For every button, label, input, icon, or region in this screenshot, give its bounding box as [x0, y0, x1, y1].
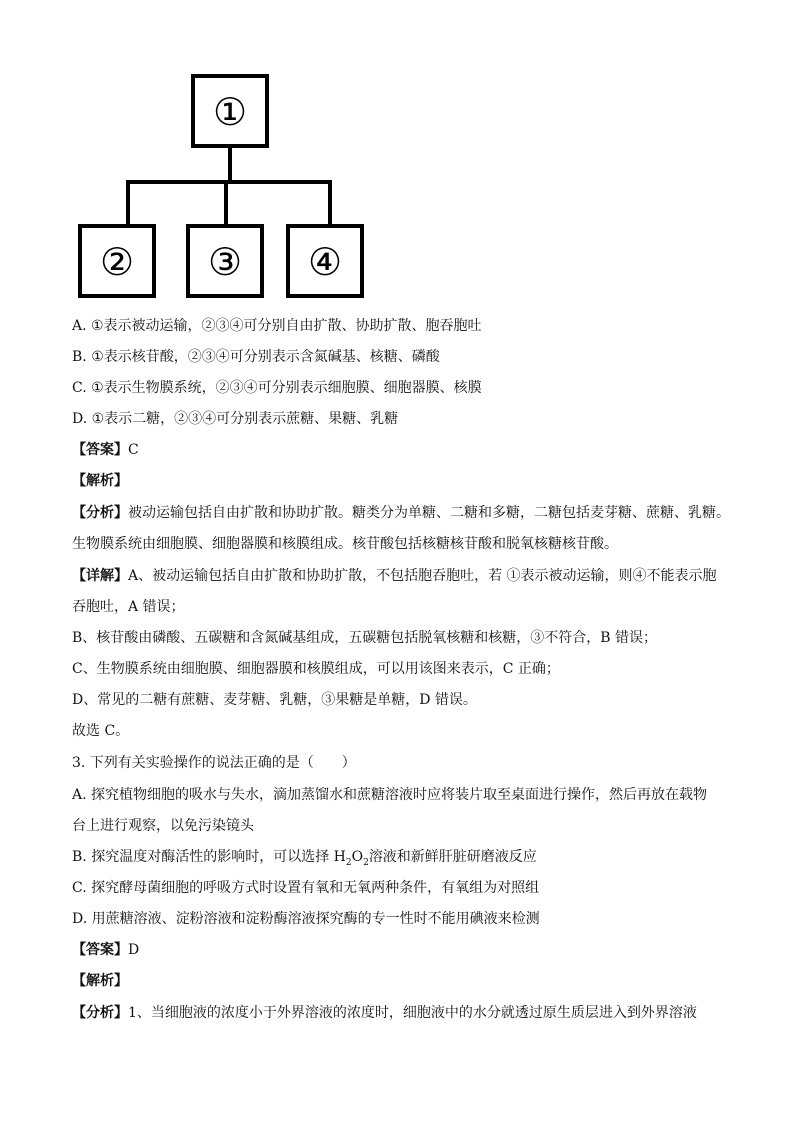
q2-fenxi-line-2: 生物膜系统由细胞膜、细胞器膜和核膜组成。核苷酸包括核糖核苷酸和脱氧核糖核苷酸。 [72, 536, 618, 552]
q3-option-a-line-1: A. 探究植物细胞的吸水与失水，滴加蒸馏水和蔗糖溶液时应将装片取至桌面进行操作，然后再放在载物 [72, 787, 708, 803]
diagram-label-top: ① [212, 90, 248, 134]
diagram-label-child-3: ④ [307, 240, 343, 284]
q3-stem: 3. 下列有关实验操作的说法正确的是（ ） [72, 755, 356, 771]
q2-xiangjie-line-1 [72, 566, 717, 586]
fenxi-tag: 【分析】 [72, 505, 128, 521]
q3-option-b-post: 溶液和新鲜肝脏研磨液反应 [368, 849, 537, 865]
q3-fenxi-tag: 【分析】 [72, 1005, 128, 1021]
answer-value: C [128, 442, 139, 458]
q2-xiangjie-line-3: B、核苷酸由磷酸、五碳糖和含氮碱基组成，五碳糖包括脱氧核糖和核糖，③不符合，B 错误； [72, 630, 658, 646]
q2-xiangjie-line-4: C、生物膜系统由细胞膜、细胞器膜和核膜组成，可以用该图来表示，C 正确； [72, 661, 560, 677]
q2-xiangjie-line-6: 故选 C。 [72, 723, 130, 739]
q3-answer [72, 940, 139, 960]
q3-option-b-sub1: 2 [345, 857, 352, 868]
q3-option-c: C. 探究酵母菌细胞的呼吸方式时设置有氧和无氧两种条件，有氧组为对照组 [72, 880, 540, 896]
diagram-label-child-2: ③ [207, 240, 243, 284]
q3-fenxi-line-1 [72, 1003, 697, 1023]
q3-analysis-tag: 【解析】 [72, 973, 128, 989]
q2-option-a: A. ①表示被动运输，②③④可分别自由扩散、协助扩散、胞吞胞吐 [72, 318, 482, 334]
q3-option-b-sub2: 2 [363, 857, 369, 868]
xiangjie-tag: 【详解】 [72, 568, 128, 584]
q3-option-d: D. 用蔗糖溶液、淀粉溶液和淀粉酶溶液探究酶的专一性时不能用碘液来检测 [72, 911, 540, 927]
q3-option-a-line-2: 台上进行观察，以免污染镜头 [72, 818, 254, 834]
q3-fenxi-text: 1、当细胞液的浓度小于外界溶液的浓度时，细胞液中的水分就透过原生质层进入到外界溶液 [128, 1005, 697, 1021]
q3-option-b-mid: O [351, 849, 364, 865]
answer-tag: 【答案】 [72, 442, 128, 458]
fenxi-text: 被动运输包括自由扩散和协助扩散。糖类分为单糖、二糖和多糖，二糖包括麦芽糖、蔗糖、乳糖。 [128, 505, 730, 521]
q2-option-b: B. ①表示核苷酸，②③④可分别表示含氮碱基、核糖、磷酸 [72, 349, 440, 365]
q3-option-b-pre: B. 探究温度对酶活性的影响时，可以选择 H [72, 849, 346, 865]
q2-answer [72, 440, 139, 460]
q2-analysis-tag: 【解析】 [72, 473, 128, 489]
hierarchy-diagram [76, 72, 376, 302]
q3-answer-tag: 【答案】 [72, 942, 128, 958]
q2-option-d: D. ①表示二糖，②③④可分别表示蔗糖、果糖、乳糖 [72, 411, 399, 427]
q3-answer-value: D [128, 942, 140, 958]
q2-option-c: C. ①表示生物膜系统，②③④可分别表示细胞膜、细胞器膜、核膜 [72, 380, 482, 396]
q3-option-b [72, 847, 537, 873]
diagram-label-child-1: ② [99, 240, 135, 284]
q2-fenxi-line-1 [72, 503, 730, 523]
xiangjie-text: A、被动运输包括自由扩散和协助扩散，不包括胞吞胞吐，若 ①表示被动运输，则④不能表示胞 [128, 568, 717, 584]
q2-xiangjie-line-2: 吞胞吐，A 错误； [72, 599, 185, 615]
q2-xiangjie-line-5: D、常见的二糖有蔗糖、麦芽糖、乳糖，③果糖是单糖，D 错误。 [72, 692, 477, 708]
